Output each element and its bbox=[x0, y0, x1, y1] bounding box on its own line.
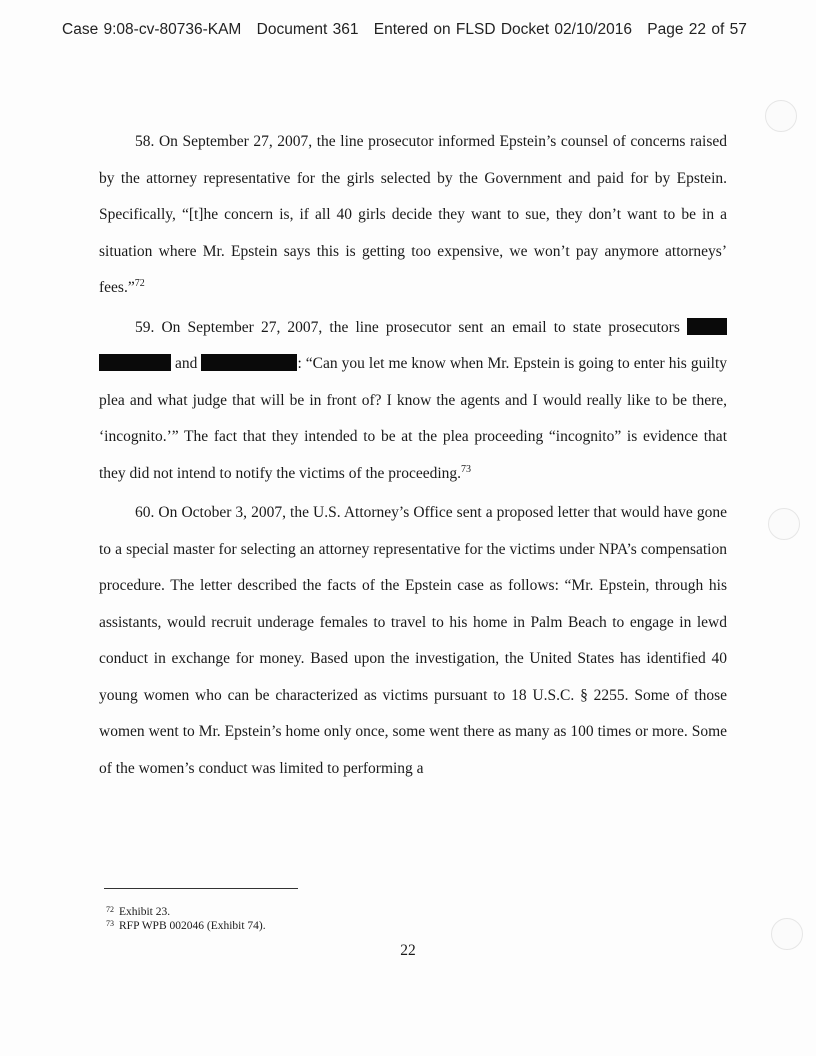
footnote-number: 73 bbox=[106, 919, 114, 928]
paragraph-58 bbox=[99, 124, 727, 307]
paragraph-58-text: 58. On September 27, 2007, the line prosecutor informed Epstein’s counsel of concerns raised by the attorney representative for the girls selected by the Government and paid for by Epstein. Specifically, “[t]he concern is, if all 40 girls decide they want to sue, they don’t want to be in a situation where Mr. Epstein says this is getting too expensive, we won’t pay anymore attorneys’ fees.” bbox=[99, 133, 727, 296]
footnote-number: 72 bbox=[106, 905, 114, 914]
paragraph-59-text-b: and bbox=[175, 355, 198, 372]
docket-header bbox=[62, 21, 762, 39]
footnote-text: Exhibit 23. bbox=[119, 906, 171, 918]
punch-hole-mark bbox=[765, 100, 797, 132]
footnote-72 bbox=[106, 905, 706, 919]
footnote-73 bbox=[106, 919, 706, 933]
paragraph-60 bbox=[99, 495, 727, 787]
entered-date: Entered on FLSD Docket 02/10/2016 bbox=[373, 21, 632, 38]
case-number: Case 9:08-cv-80736-KAM bbox=[62, 21, 242, 38]
footnote-ref-72: 72 bbox=[134, 278, 145, 289]
document-number: Document 361 bbox=[256, 21, 359, 38]
page-number: 22 bbox=[400, 942, 416, 959]
footnote-text: RFP WPB 002046 (Exhibit 74). bbox=[119, 920, 266, 932]
redaction-box bbox=[99, 354, 171, 371]
punch-hole-mark bbox=[771, 918, 803, 950]
redaction-box bbox=[201, 354, 297, 371]
paragraph-59-text-c: : “Can you let me know when Mr. Epstein is going to enter his guilty plea and what judge that will be in front of? I know the agents and I would really like to be there, ‘incognito.’” The fact that they intended to be at the plea proceeding “incognito” is evidence that they did not intend to notify the victims of the proceeding. bbox=[99, 355, 728, 482]
paragraph-59-text-a: 59. On September 27, 2007, the line prosecutor sent an email to state prosecutors bbox=[135, 318, 680, 336]
footnote-divider bbox=[104, 888, 298, 889]
footnotes bbox=[106, 905, 706, 933]
page-count: Page 22 of 57 bbox=[647, 21, 747, 38]
footnote-ref-73: 73 bbox=[461, 463, 472, 475]
document-body bbox=[99, 124, 727, 790]
paragraph-60-text: 60. On October 3, 2007, the U.S. Attorney’s Office sent a proposed letter that would have gone to a special master for selecting an attorney representative for the victims under NPA’s compensation procedure. The letter described the facts of the Epstein case as follows: “Mr. Epstein, through his assistants, would recruit underage females to travel to his home in Palm Beach to engage in lewd conduct in exchange for money. Based upon the investigation, the United States has identified 40 young women who can be characterized as victims pursuant to 18 U.S.C. § 2255. Some of those women went to Mr. Epstein’s home only once, some went there as many as 100 times or more. Some of the women’s conduct was limited to performing a bbox=[99, 504, 727, 777]
paragraph-59 bbox=[99, 310, 727, 493]
redaction-box bbox=[687, 318, 727, 335]
punch-hole-mark bbox=[768, 508, 800, 540]
